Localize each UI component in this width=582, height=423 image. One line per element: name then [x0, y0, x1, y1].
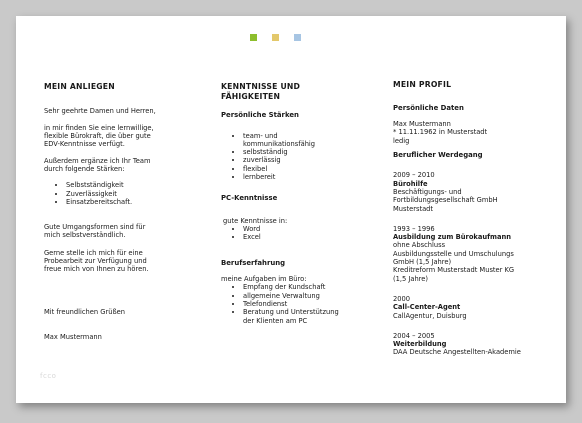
yellow-square — [272, 34, 279, 41]
text-line: durch folgende Stärken: — [44, 164, 125, 173]
list-item: • lernbereit — [243, 173, 361, 181]
career-entry — [393, 332, 553, 357]
subheading-pc: PC-Kenntnisse — [221, 194, 278, 203]
subheading-career: Beruflicher Werdegang — [393, 150, 483, 159]
text-line: Beratung und Unterstützung — [243, 308, 339, 317]
list-item: • Einsatzbereitschaft. — [66, 198, 194, 206]
team-paragraph — [44, 157, 194, 174]
subheading-personal: Persönliche Stärken — [221, 111, 299, 119]
column-profil — [393, 64, 553, 357]
career-entry — [393, 295, 553, 320]
text-line: Gute Umgangsformen sind für — [44, 223, 146, 232]
entry-period: 2000 — [393, 294, 411, 303]
entry-details: CallAgentur, Duisburg — [393, 311, 467, 320]
list-item: • Word — [243, 225, 361, 233]
list-item — [243, 132, 361, 149]
text-line: Probearbeit zur Verfügung und — [44, 257, 147, 266]
text-line: GmbH (1,5 Jahre) — [393, 258, 452, 267]
entry-period: 2004 – 2005 — [393, 331, 435, 340]
entry-period: 1993 – 1996 — [393, 224, 435, 233]
text-line: Musterstadt — [393, 204, 434, 213]
text-line: Kreditreform Musterstadt Muster KG — [393, 266, 515, 275]
entry-title: Bürohilfe — [393, 179, 428, 188]
list-item: • Empfang der Kundschaft — [243, 283, 361, 291]
decorative-squares — [250, 34, 301, 41]
trial-paragraph — [44, 249, 194, 274]
entry-title: Weiterbildung — [393, 340, 447, 349]
section-heading — [221, 82, 361, 101]
list-item: • zuverlässig — [243, 156, 361, 164]
intro-paragraph — [44, 124, 194, 149]
text-line: Außerdem ergänze ich Ihr Team — [44, 156, 151, 165]
text-line: freue mich von Ihnen zu hören. — [44, 265, 149, 274]
text-line: (1,5 Jahre) — [393, 274, 429, 283]
text-line: ohne Abschluss — [393, 241, 446, 250]
blue-square — [294, 34, 301, 41]
list-item: • Selbstständigkeit — [66, 181, 194, 189]
list-item: • selbstständig — [243, 148, 361, 156]
heading-line: KENNTNISSE UND — [221, 82, 301, 91]
text-line: mich selbstverständlich. — [44, 231, 126, 240]
entry-details — [393, 241, 553, 282]
text-line: EDV-Kenntnisse verfügt. — [44, 140, 125, 149]
text-line: Ausbildungsstelle und Umschulungs — [393, 249, 514, 258]
pc-skills-list — [221, 225, 361, 242]
work-intro: meine Aufgaben im Büro: — [221, 275, 307, 284]
entry-period: 2009 – 2010 — [393, 171, 435, 180]
subheading-personal-data: Persönliche Daten — [393, 103, 464, 112]
green-square — [250, 34, 257, 41]
list-item: • flexibel — [243, 165, 361, 173]
text-line: in mir finden Sie eine lernwillige, — [44, 123, 154, 132]
heading-line: FÄHIGKEITEN — [221, 91, 281, 101]
work-tasks-list — [221, 283, 361, 324]
person-name: Max Mustermann — [393, 120, 451, 128]
manners-paragraph — [44, 223, 194, 240]
text-line: kommunikationsfähig — [243, 139, 316, 148]
text-line: Gerne stelle ich mich für eine — [44, 248, 143, 257]
entry-title: Call-Center-Agent — [393, 303, 461, 312]
column-anliegen — [44, 64, 194, 341]
career-entry — [393, 171, 553, 212]
list-item — [243, 308, 361, 325]
pc-intro: gute Kenntnisse in: — [223, 216, 288, 225]
text-line: Fortbildungsgesellschaft GmbH — [393, 196, 498, 205]
section-heading: MEIN PROFIL — [393, 80, 452, 89]
watermark: fcco — [40, 372, 57, 380]
section-heading: MEIN ANLIEGEN — [44, 82, 115, 91]
greeting-text: Sehr geehrte Damen und Herren, — [44, 106, 156, 115]
strengths-list — [44, 181, 194, 206]
signature-text: Max Mustermann — [44, 332, 102, 341]
personal-strengths-list — [221, 132, 361, 182]
entry-title: Ausbildung zum Bürokaufmann — [393, 233, 512, 242]
text-line: der Klienten am PC — [243, 316, 308, 325]
list-item: • allgemeine Verwaltung — [243, 292, 361, 300]
list-item: • Telefondienst — [243, 300, 361, 308]
entry-details — [393, 188, 553, 213]
column-kenntnisse — [221, 64, 361, 325]
list-item: • Excel — [243, 233, 361, 241]
closing-text: Mit freundlichen Grüßen — [44, 307, 126, 316]
personal-data — [393, 120, 553, 145]
entry-details: DAA Deutsche Angestellten-Akademie — [393, 348, 521, 357]
text-line: Beschäftigungs- und — [393, 187, 462, 196]
text-line: flexible Bürokraft, die über gute — [44, 132, 151, 141]
text-line: team- und — [243, 131, 278, 140]
marital-status: ledig — [393, 136, 410, 145]
career-entry — [393, 225, 553, 283]
birth-info: * 11.11.1962 in Musterstadt — [393, 128, 488, 137]
resume-page — [16, 16, 566, 403]
list-item: • Zuverlässigkeit — [66, 190, 194, 198]
subheading-work: Berufserfahrung — [221, 258, 286, 267]
